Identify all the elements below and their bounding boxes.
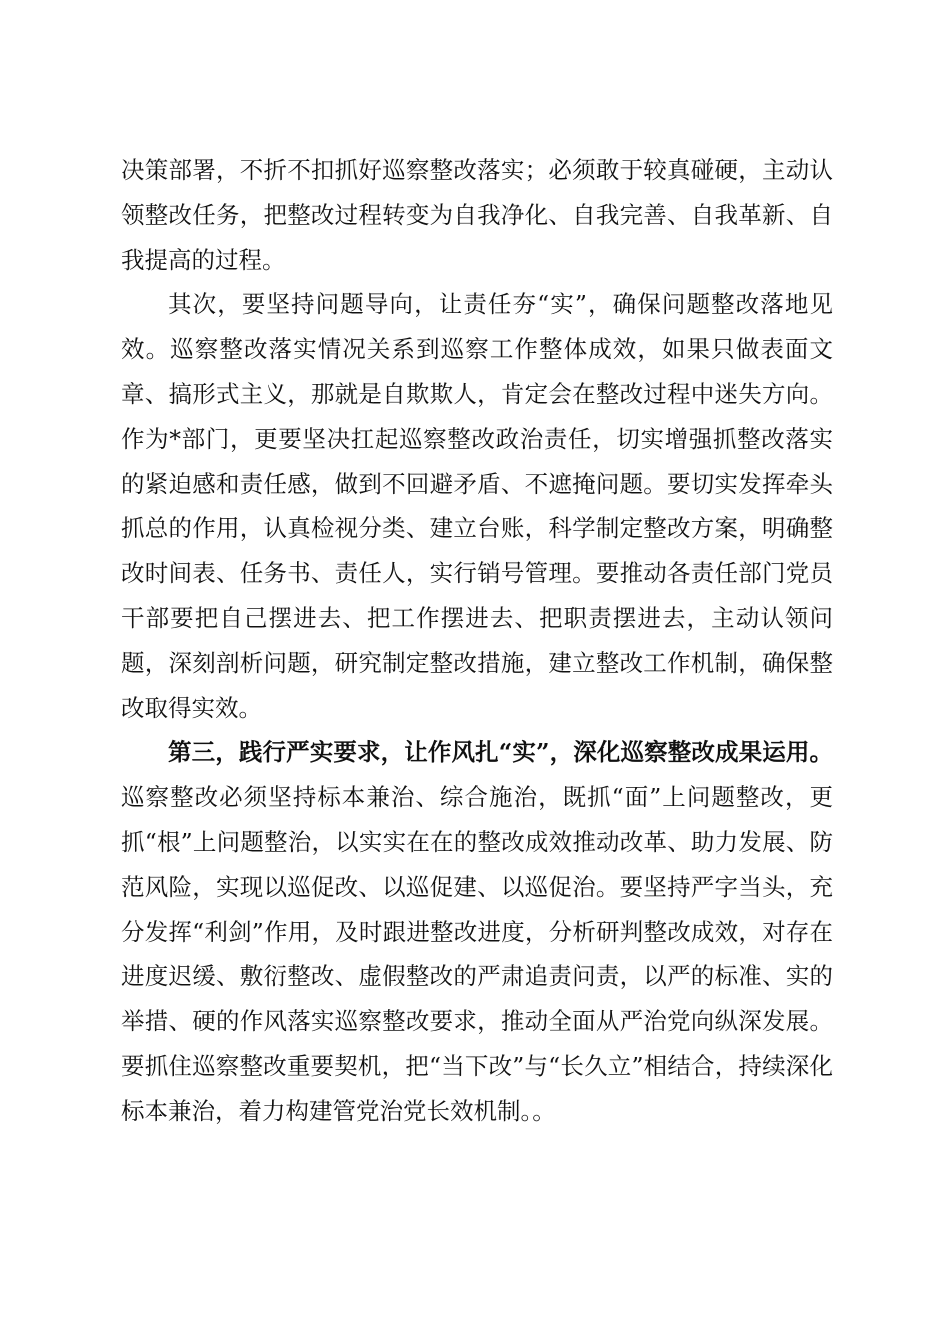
paragraph-text: 其次，要坚持问题导向，让责任夯“实”，确保问题整改落地见效。巡察整改落实情况关系到巡察工作整体成效，如果只做表面文章、搞形式主义，那就是自欺欺人，肯定会在整改过程中迷失方向。作为*部门，更要坚决扛起巡察整改政治责任，切实增强抓整改落实的紧迫感和责任感，做到不回避矛盾、不遮掩问题。要切实发挥牵头抓总的作用，认真检视分类、建立台账，科学制定整改方案，明确整改时间表、任务书、责任人，实行销号管理。要推动各责任部门党员干部要把自己摆进去、把工作摆进去、把职责摆进去，主动认领问题，深刻剖析问题，研究制定整改措施，建立整改工作机制，确保整改取得实效。 — [121, 290, 833, 722]
paragraph-third-point — [121, 730, 833, 1133]
paragraph-text: 决策部署，不折不扣抓好巡察整改落实；必须敢于较真碰硬，主动认领整改任务，把整改过程转变为自我净化、自我完善、自我革新、自我提高的过程。 — [121, 156, 833, 274]
paragraph-continuation — [121, 148, 833, 282]
document-body — [121, 148, 833, 1134]
paragraph-text: 巡察整改必须坚持标本兼治、综合施治，既抓“面”上问题整改，更抓“根”上问题整治，以实实在在的整改成效推动改革、助力发展、防范风险，实现以巡促改、以巡促建、以巡促治。要坚持严字当头，充分发挥“利剑”作用，及时跟进整改进度，分析研判整改成效，对存在进度迟缓、敷衍整改、虚假整改的严肃追责问责，以严的标准、实的举措、硬的作风落实巡察整改要求，推动全面从严治党向纵深发展。要抓住巡察整改重要契机，把“当下改”与“长久立”相结合，持续深化标本兼治，着力构建管党治党长效机制。。 — [121, 783, 833, 1125]
paragraph-second-point — [121, 282, 833, 730]
paragraph-lead-heading: 第三，践行严实要求，让作风扎“实”，深化巡察整改成果运用。 — [168, 738, 833, 767]
